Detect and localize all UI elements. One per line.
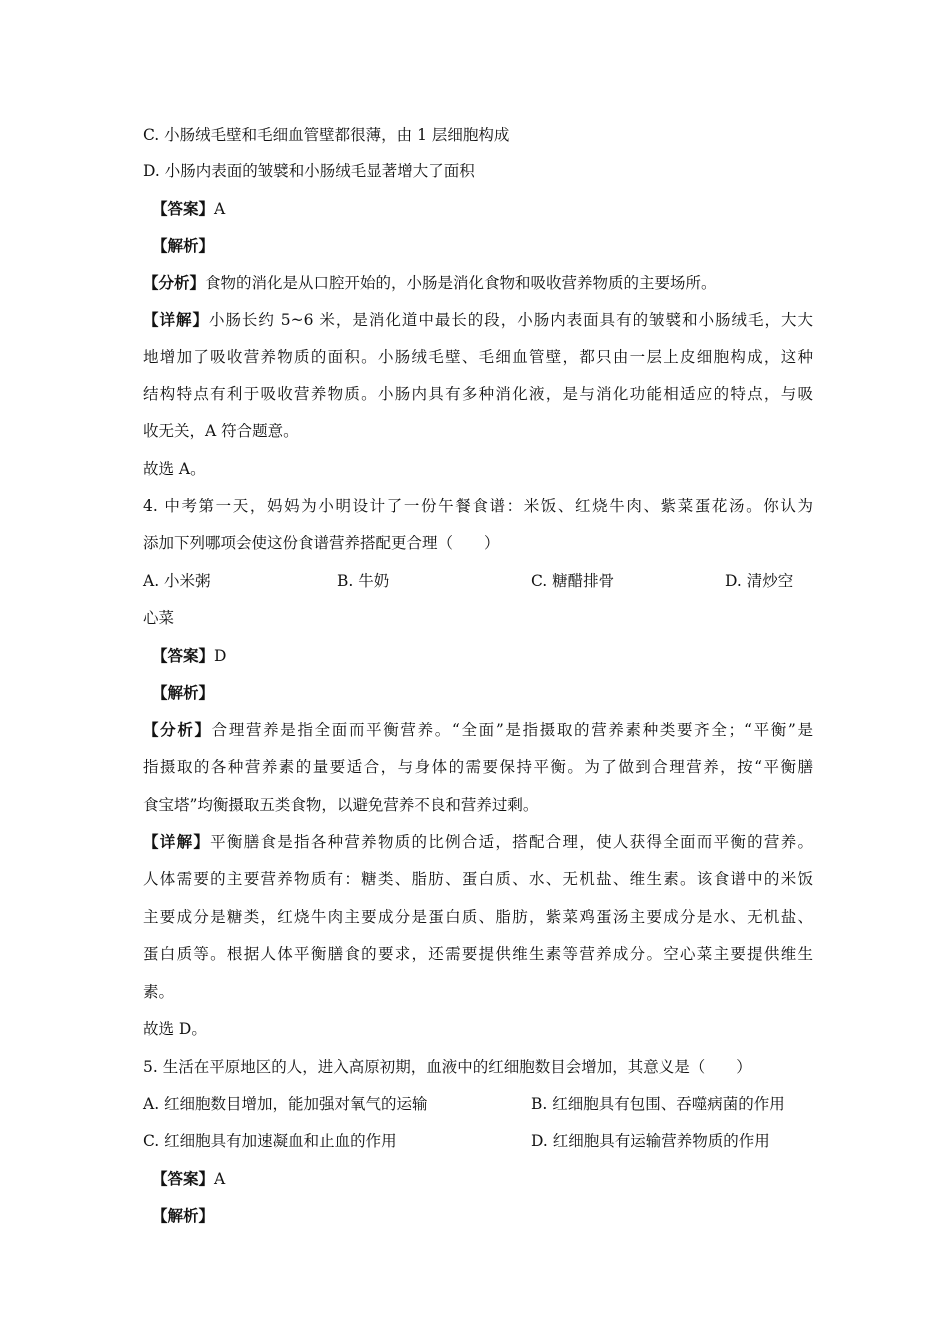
q4-option-d-wrap: 心菜	[143, 609, 175, 627]
q3-xiangjie-line-4: 收无关，A 符合题意。	[143, 422, 299, 440]
analysis-tag: 【解析】	[152, 1206, 215, 1225]
fenxi-text: 食物的消化是从口腔开始的，小肠是消化食物和吸收营养物质的主要场所。	[205, 274, 717, 292]
q3-option-c: C. 小肠绒毛壁和毛细血管壁都很薄，由 1 层细胞构成	[143, 126, 510, 144]
fenxi-tag: 【分析】	[143, 273, 206, 292]
q3-xiangjie-line-2: 地增加了吸收营养物质的面积。小肠绒毛壁、毛细血管壁，都只由一层上皮细胞构成，这种	[143, 348, 813, 366]
q4-options-row	[143, 570, 813, 592]
q3-conclusion: 故选 A。	[143, 460, 206, 478]
q4-stem-line-1: 4. 中考第一天，妈妈为小明设计了一份午餐食谱：米饭、红烧牛肉、紫菜蛋花汤。你认为	[143, 497, 813, 515]
q5-option-d: D. 红细胞具有运输营养物质的作用	[531, 1132, 770, 1150]
q4-xiangjie-line-5: 素。	[143, 983, 175, 1001]
q5-options-row-1	[143, 1093, 813, 1115]
answer-value: A	[214, 200, 226, 218]
q4-answer	[152, 645, 822, 667]
q5-answer	[152, 1168, 822, 1190]
q5-option-b: B. 红细胞具有包围、吞噬病菌的作用	[531, 1095, 785, 1113]
q4-option-a: A. 小米粥	[143, 572, 211, 590]
q3-option-d: D. 小肠内表面的皱襞和小肠绒毛显著增大了面积	[143, 162, 475, 180]
q4-fenxi-line-1	[143, 719, 813, 741]
q4-option-b: B. 牛奶	[337, 572, 390, 590]
q5-option-a: A. 红细胞数目增加，能加强对氧气的运输	[143, 1095, 428, 1113]
q4-fenxi-line-3: 食宝塔”均衡摄取五类食物，以避免营养不良和营养过剩。	[143, 796, 539, 814]
q3-xiangjie-line-3: 结构特点有利于吸收营养物质。小肠内具有多种消化液，是与消化功能相适应的特点，与吸	[143, 385, 813, 403]
q5-options-row-2	[143, 1130, 813, 1152]
answer-value: A	[214, 1170, 226, 1188]
answer-tag: 【答案】	[152, 199, 215, 218]
q4-xiangjie-line-1	[143, 831, 813, 853]
xiangjie-tag: 【详解】	[143, 832, 211, 851]
q4-conclusion: 故选 D。	[143, 1020, 207, 1038]
answer-tag: 【答案】	[152, 646, 215, 665]
q4-option-d: D. 清炒空	[725, 572, 794, 590]
xiangjie-tag: 【详解】	[143, 310, 209, 329]
q4-xiangjie-line-4: 蛋白质等。根据人体平衡膳食的要求，还需要提供维生素等营养成分。空心菜主要提供维生	[143, 945, 813, 963]
answer-value: D	[214, 647, 227, 665]
fenxi-text: 合理营养是指全面而平衡营养。“全面”是指摄取的营养素种类要齐全；“平衡”是	[211, 721, 813, 739]
q5-option-c: C. 红细胞具有加速凝血和止血的作用	[143, 1132, 397, 1150]
analysis-tag: 【解析】	[152, 236, 215, 255]
analysis-tag: 【解析】	[152, 683, 215, 702]
q4-xiangjie-line-2: 人体需要的主要营养物质有：糖类、脂肪、蛋白质、水、无机盐、维生素。该食谱中的米饭	[143, 870, 813, 888]
q4-stem-line-2: 添加下列哪项会使这份食谱营养搭配更合理（ ）	[143, 534, 500, 552]
q5-stem: 5. 生活在平原地区的人，进入高原初期，血液中的红细胞数目会增加，其意义是（ ）	[143, 1058, 752, 1076]
xiangjie-text: 平衡膳食是指各种营养物质的比例合适，搭配合理，使人获得全面而平衡的营养。	[210, 833, 813, 851]
q5-analysis-heading	[152, 1205, 822, 1227]
q3-xiangjie-line-1	[143, 309, 813, 331]
q3-fenxi	[143, 272, 813, 294]
q4-xiangjie-line-3: 主要成分是糖类，红烧牛肉主要成分是蛋白质、脂肪，紫菜鸡蛋汤主要成分是水、无机盐、	[143, 908, 813, 926]
fenxi-tag: 【分析】	[143, 720, 212, 739]
q3-answer	[152, 198, 822, 220]
answer-tag: 【答案】	[152, 1169, 215, 1188]
q4-fenxi-line-2: 指摄取的各种营养素的量要适合，与身体的需要保持平衡。为了做到合理营养，按“平衡膳	[143, 758, 813, 776]
q4-analysis-heading	[152, 682, 822, 704]
xiangjie-text: 小肠长约 5~6 米，是消化道中最长的段，小肠内表面具有的皱襞和小肠绒毛，大大	[208, 311, 813, 329]
q4-option-c: C. 糖醋排骨	[531, 572, 615, 590]
q3-analysis-heading	[152, 235, 822, 257]
